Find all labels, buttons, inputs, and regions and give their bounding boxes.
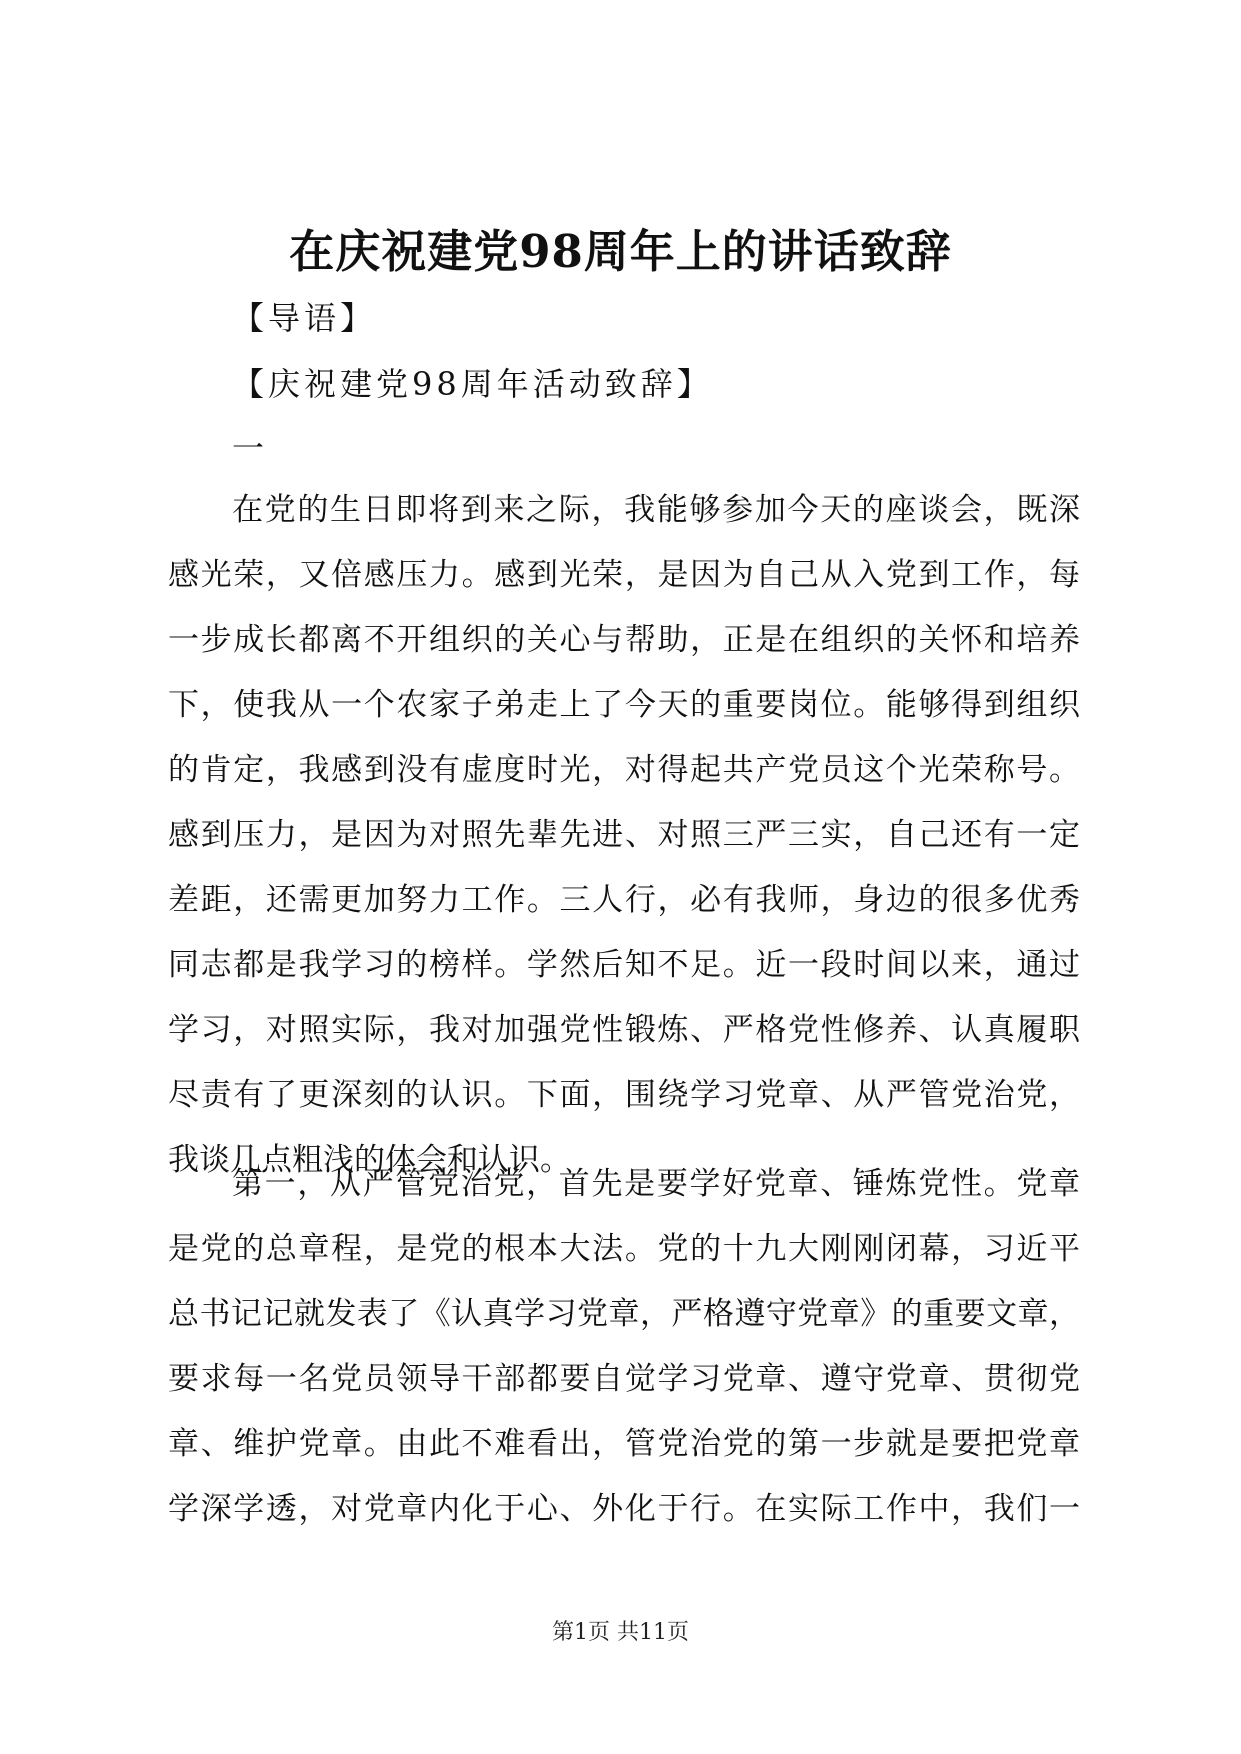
paragraph-line: 一步成长都离不开组织的关心与帮助，正是在组织的关怀和培养 [168,622,1080,658]
paragraph-line: 是党的总章程，是党的根本大法。党的十九大刚刚闭幕，习近平 [168,1231,1080,1267]
paragraph-line: 尽责有了更深刻的认识。下面，围绕学习党章、从严管党治党， [168,1077,1080,1113]
paragraph-line: 要求每一名党员领导干部都要自觉学习党章、遵守党章、贯彻党 [168,1361,1080,1397]
paragraph-line: 下，使我从一个农家子弟走上了今天的重要岗位。能够得到组织 [168,687,1080,723]
lead-subtitle: 【庆祝建党98周年活动致辞】 [232,365,713,403]
paragraph-line: 同志都是我学习的榜样。学然后知不足。近一段时间以来，通过 [168,947,1080,983]
paragraph-line: 学习，对照实际，我对加强党性锻炼、严格党性修养、认真履职 [168,1012,1080,1048]
paragraph-line: 感光荣，又倍感压力。感到光荣，是因为自己从入党到工作，每 [168,557,1080,593]
paragraph-line: 我谈几点粗浅的体会和认识。 [168,1142,571,1178]
paragraph-line: 总书记记就发表了《认真学习党章，严格遵守党章》的重要文章， [168,1296,1080,1332]
lead-label: 【导语】 [232,299,377,337]
page-footer: 第1页 共11页 [552,1620,689,1645]
paragraph-2 [168,1152,1080,1542]
paragraph-line: 的肯定，我感到没有虚度时光，对得起共产党员这个光荣称号。 [168,752,1080,788]
paragraph-line: 第一，从严管党治党，首先是要学好党章、锤炼党性。党章 [232,1166,1080,1202]
paragraph-1 [168,478,1080,1193]
paragraph-line: 学深学透，对党章内化于心、外化于行。在实际工作中，我们一 [168,1491,1080,1527]
paragraph-line: 感到压力，是因为对照先辈先进、对照三严三实，自己还有一定 [168,817,1080,853]
section-number: 一 [232,429,269,467]
document-title: 在庆祝建党98周年上的讲话致辞 [289,225,952,278]
paragraph-line: 章、维护党章。由此不难看出，管党治党的第一步就是要把党章 [168,1426,1080,1462]
paragraph-line: 差距，还需更加努力工作。三人行，必有我师，身边的很多优秀 [168,882,1080,918]
paragraph-line: 在党的生日即将到来之际，我能够参加今天的座谈会，既深 [232,492,1080,528]
